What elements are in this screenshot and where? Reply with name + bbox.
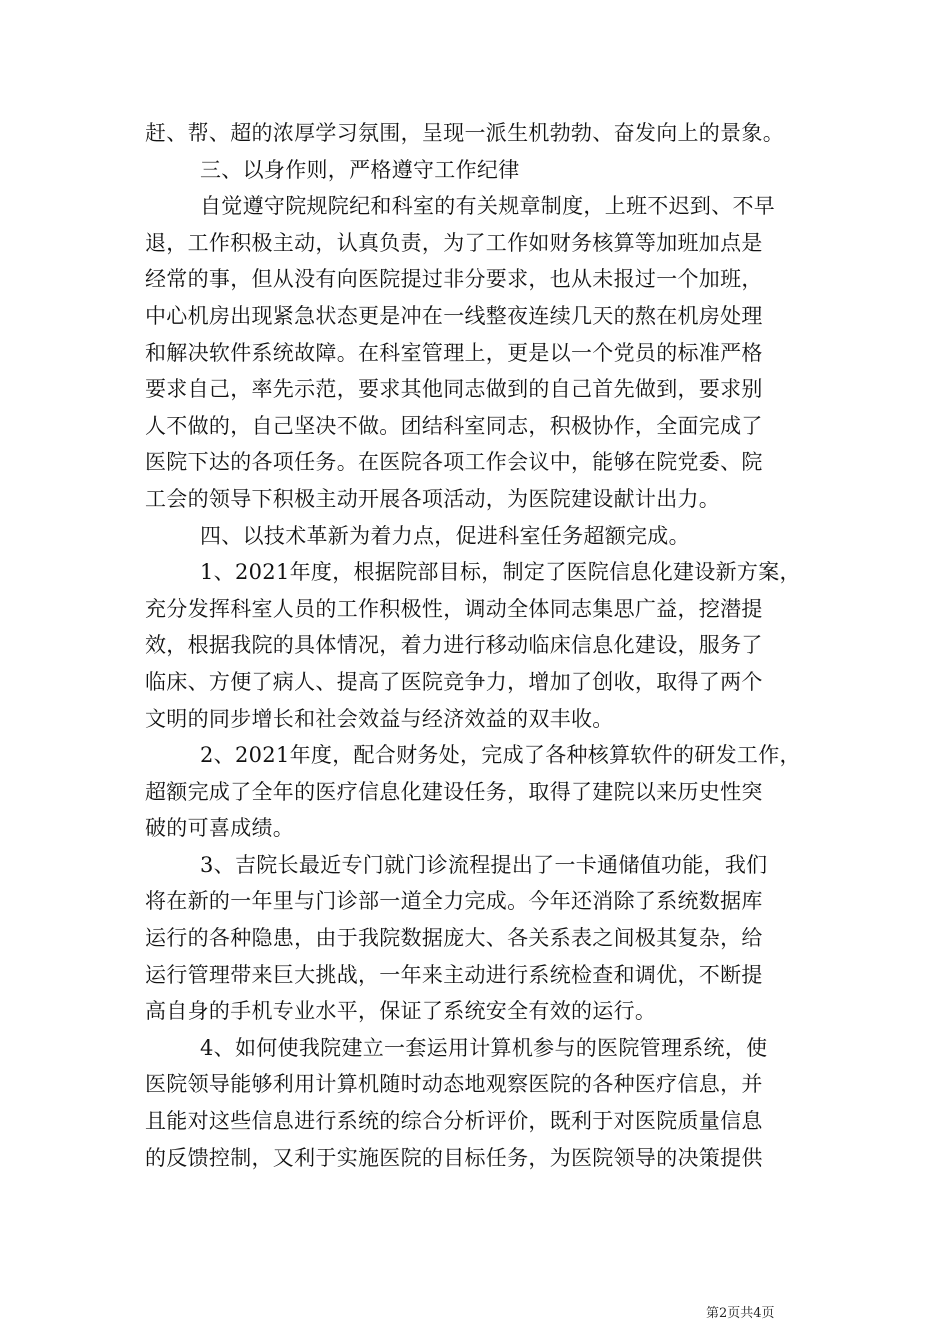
text-line: 工会的领导下积极主动开展各项活动，为医院建设献计出力。 bbox=[145, 486, 721, 511]
text-line: 三、以身作则，严格遵守工作纪律 bbox=[200, 157, 520, 182]
text-line: 医院领导能够利用计算机随时动态地观察医院的各种医疗信息，并 bbox=[145, 1072, 763, 1097]
text-line: 和解决软件系统故障。在科室管理上，更是以一个党员的标准严格 bbox=[145, 340, 763, 365]
text-line: 人不做的，自己坚决不做。团结科室同志，积极协作，全面完成了 bbox=[145, 413, 763, 438]
text-line: 临床、方便了病人、提高了医院竞争力，增加了创收，取得了两个 bbox=[145, 669, 763, 694]
page-number: 第2页共4页 bbox=[706, 1306, 775, 1321]
text-line: 1、2021年度，根据院部目标，制定了医院信息化建设新方案， bbox=[200, 560, 801, 585]
text-line: 高自身的手机专业水平，保证了系统安全有效的运行。 bbox=[145, 999, 657, 1024]
text-line: 且能对这些信息进行系统的综合分析评价，既利于对医院质量信息 bbox=[145, 1109, 763, 1134]
text-line: 将在新的一年里与门诊部一道全力完成。今年还消除了系统数据库 bbox=[145, 889, 763, 914]
text-line: 医院下达的各项任务。在医院各项工作会议中，能够在院党委、院 bbox=[145, 450, 763, 475]
text-line: 退，工作积极主动，认真负责，为了工作如财务核算等加班加点是 bbox=[145, 230, 763, 255]
text-line: 运行管理带来巨大挑战，一年来主动进行系统检查和调优，不断提 bbox=[145, 962, 763, 987]
text-line: 运行的各种隐患，由于我院数据庞大、各关系表之间极其复杂，给 bbox=[145, 926, 763, 951]
text-line: 自觉遵守院规院纪和科室的有关规章制度，上班不迟到、不早 bbox=[200, 194, 776, 219]
text-line: 四、以技术革新为着力点，促进科室任务超额完成。 bbox=[200, 523, 690, 548]
text-line: 要求自己，率先示范，要求其他同志做到的自己首先做到，要求别 bbox=[145, 377, 763, 402]
text-line: 超额完成了全年的医疗信息化建设任务，取得了建院以来历史性突 bbox=[145, 779, 763, 804]
text-line: 效，根据我院的具体情况，着力进行移动临床信息化建设，服务了 bbox=[145, 633, 763, 658]
text-line: 4、如何使我院建立一套运用计算机参与的医院管理系统，使 bbox=[200, 1035, 768, 1060]
text-line: 经常的事，但从没有向医院提过非分要求，也从未报过一个加班， bbox=[145, 267, 763, 292]
text-line: 破的可喜成绩。 bbox=[145, 816, 295, 841]
text-line: 中心机房出现紧急状态更是冲在一线整夜连续几天的熬在机房处理 bbox=[145, 303, 763, 328]
text-line: 3、吉院长最近专门就门诊流程提出了一卡通储值功能，我们 bbox=[200, 852, 768, 877]
document-body bbox=[145, 115, 805, 1176]
text-line: 的反馈控制，又利于实施医院的目标任务，为医院领导的决策提供 bbox=[145, 1145, 763, 1170]
text-line: 充分发挥科室人员的工作积极性，调动全体同志集思广益，挖潜提 bbox=[145, 596, 763, 621]
text-line: 赶、帮、超的浓厚学习氛围，呈现一派生机勃勃、奋发向上的景象。 bbox=[145, 121, 784, 145]
text-line: 文明的同步增长和社会效益与经济效益的双丰收。 bbox=[145, 706, 614, 731]
text-line: 2、2021年度，配合财务处，完成了各种核算软件的研发工作， bbox=[200, 743, 801, 768]
